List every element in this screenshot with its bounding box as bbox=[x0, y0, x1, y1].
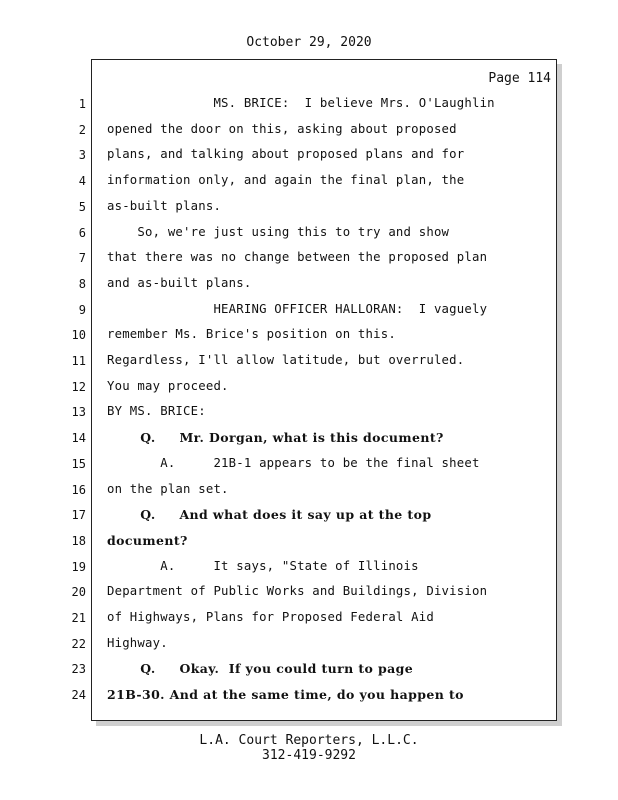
transcript-line: document? bbox=[107, 533, 188, 548]
header-date: October 29, 2020 bbox=[246, 35, 372, 50]
transcript-line: MS. BRICE: I believe Mrs. O'Laughlin bbox=[107, 96, 495, 110]
transcript-line: Q. Okay. If you could turn to page bbox=[107, 661, 414, 676]
transcript-line: You may proceed. bbox=[107, 379, 229, 393]
line-number: 17 bbox=[71, 508, 86, 522]
line-number: 10 bbox=[71, 328, 86, 342]
transcript-line: 21B-30. And at the same time, do you happen to bbox=[107, 687, 464, 702]
footer bbox=[0, 733, 618, 763]
transcript-line: A. 21B-1 appears to be the final sheet bbox=[107, 456, 480, 470]
line-number: 13 bbox=[71, 405, 86, 419]
transcript-line: Q. Mr. Dorgan, what is this document? bbox=[107, 430, 444, 445]
transcript-line: that there was no change between the proposed plan bbox=[107, 250, 488, 264]
transcript-line: plans, and talking about proposed plans and for bbox=[107, 147, 465, 161]
transcript-line: BY MS. BRICE: bbox=[107, 404, 206, 418]
line-number: 8 bbox=[78, 277, 86, 291]
page-number: Page 114 bbox=[488, 71, 551, 86]
transcript-line: Regardless, I'll allow latitude, but overruled. bbox=[107, 353, 465, 367]
line-number: 22 bbox=[71, 637, 86, 651]
transcript-line: on the plan set. bbox=[107, 482, 229, 496]
transcript-line: as-built plans. bbox=[107, 199, 222, 213]
transcript-line: of Highways, Plans for Proposed Federal Aid bbox=[107, 610, 434, 624]
transcript-line: opened the door on this, asking about proposed bbox=[107, 122, 457, 136]
transcript-line: Q. And what does it say up at the top bbox=[107, 507, 432, 522]
line-number: 11 bbox=[71, 354, 86, 368]
line-number: 1 bbox=[78, 97, 86, 111]
line-number: 4 bbox=[78, 174, 86, 188]
line-number: 2 bbox=[78, 123, 86, 137]
transcript-line: and as-built plans. bbox=[107, 276, 252, 290]
transcript-line: remember Ms. Brice's position on this. bbox=[107, 327, 396, 341]
transcript-line: information only, and again the final plan, the bbox=[107, 173, 465, 187]
line-number: 6 bbox=[78, 226, 86, 240]
transcript-line: A. It says, "State of Illinois bbox=[107, 559, 419, 573]
transcript-line: Department of Public Works and Buildings, Division bbox=[107, 584, 488, 598]
footer-phone: 312-419-9292 bbox=[262, 748, 356, 763]
line-number: 3 bbox=[78, 148, 86, 162]
line-number: 19 bbox=[71, 560, 86, 574]
line-number: 7 bbox=[78, 251, 86, 265]
line-number: 21 bbox=[71, 611, 86, 625]
line-number: 16 bbox=[71, 483, 86, 497]
transcript-line: HEARING OFFICER HALLORAN: I vaguely bbox=[107, 302, 488, 316]
transcript-line: Highway. bbox=[107, 636, 168, 650]
line-number: 15 bbox=[71, 457, 86, 471]
transcript-line: So, we're just using this to try and show bbox=[107, 225, 450, 239]
line-number: 23 bbox=[71, 662, 86, 676]
line-number: 24 bbox=[71, 688, 86, 702]
line-number: 18 bbox=[71, 534, 86, 548]
line-number: 5 bbox=[78, 200, 86, 214]
footer-company: L.A. Court Reporters, L.L.C. bbox=[199, 733, 419, 748]
line-number: 12 bbox=[71, 380, 86, 394]
line-number: 20 bbox=[71, 585, 86, 599]
line-number: 9 bbox=[78, 303, 86, 317]
line-number: 14 bbox=[71, 431, 86, 445]
